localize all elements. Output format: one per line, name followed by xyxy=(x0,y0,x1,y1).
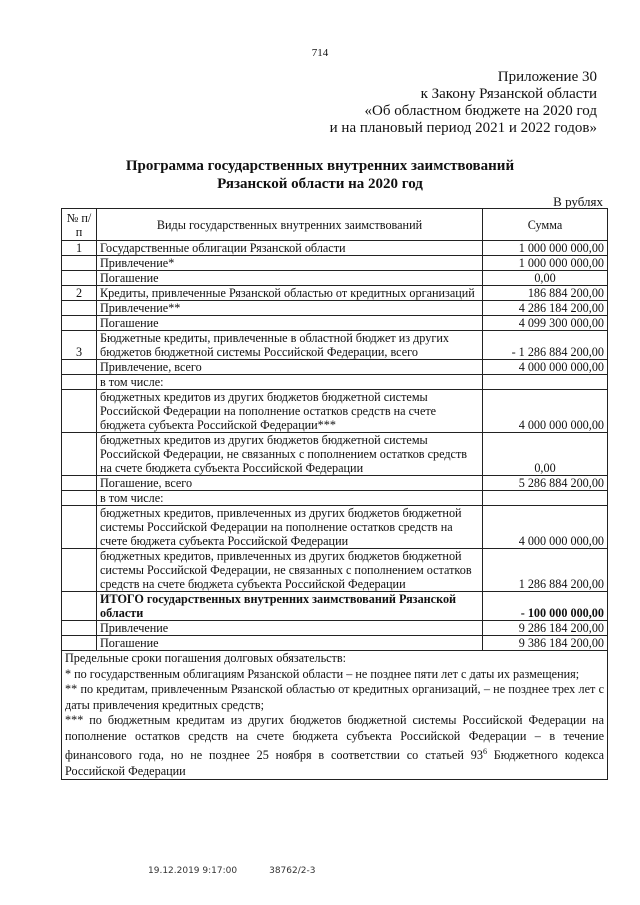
appendix-line: и на плановый период 2021 и 2022 годов» xyxy=(329,120,597,136)
row-num xyxy=(62,491,97,506)
row-num xyxy=(62,621,97,636)
header-num: № п/п xyxy=(62,209,97,241)
row-sum: 4 000 000 000,00 xyxy=(483,390,608,433)
row-name: бюджетных кредитов из других бюджетов бюджетной системы Российской Федерации на пополнение остатков средств на счете бюджета субъекта Российской Федерации*** xyxy=(97,390,483,433)
row-sum: 5 286 884 200,00 xyxy=(483,476,608,491)
row-sum: 1 000 000 000,00 xyxy=(483,241,608,256)
row-sum: 0,00 xyxy=(483,271,608,286)
row-sum: 9 386 184 200,00 xyxy=(483,636,608,651)
row-name: Погашение, всего xyxy=(97,476,483,491)
table-row xyxy=(62,360,608,375)
appendix-line: к Закону Рязанской области xyxy=(420,86,597,102)
note-text: *** по бюджетным кредитам из других бюджетов бюджетной системы Российской Федерации на пополнение остатков средств на счете бюджета субъекта Российской Федерации – в течение финансового года, но не позднее 25 ноября в соответствии со статьей 93 xyxy=(65,713,604,763)
row-num xyxy=(62,433,97,476)
note-item: ** по кредитам, привлеченным Рязанской областью от кредитных организаций, – не позднее трех лет с даты привлечения кредитных средств; xyxy=(65,682,604,712)
appendix-line: Приложение 30 xyxy=(497,69,597,85)
notes-cell xyxy=(62,651,608,780)
row-num xyxy=(62,390,97,433)
row-num xyxy=(62,375,97,390)
title-line: Программа государственных внутренних заимствований xyxy=(125,158,515,174)
row-name: в том числе: xyxy=(97,491,483,506)
row-sum: 1 286 884 200,00 xyxy=(483,549,608,592)
row-name: Кредиты, привлеченные Рязанской областью от кредитных организаций xyxy=(97,286,483,301)
row-sum xyxy=(483,375,608,390)
row-sum: 1 000 000 000,00 xyxy=(483,256,608,271)
row-sum: 186 884 200,00 xyxy=(483,286,608,301)
notes-intro: Предельные сроки погашения долговых обязательств: xyxy=(65,651,347,665)
page-number: 714 xyxy=(311,47,329,59)
units-label: В рублях xyxy=(553,194,603,209)
table-row xyxy=(62,331,608,360)
row-num xyxy=(62,549,97,592)
row-name: Погашение xyxy=(97,271,483,286)
row-num xyxy=(62,256,97,271)
note-item: * по государственным облигациям Рязанской области – не позднее пяти лет с даты их размещения; xyxy=(65,666,580,681)
row-name: бюджетных кредитов из других бюджетов бюджетной системы Российской Федерации, не связанных с пополнением остатков средств на счете бюджета субъекта Российской Федерации xyxy=(97,433,483,476)
header-sum: Сумма xyxy=(483,209,608,241)
row-name: бюджетных кредитов, привлеченных из других бюджетов бюджетной системы Российской Федерации, не связанных с пополнением остатков средств на счете бюджета субъекта Российской Федерации xyxy=(97,549,483,592)
row-sum: - 1 286 884 200,00 xyxy=(483,331,608,360)
row-name: бюджетных кредитов, привлеченных из других бюджетов бюджетной системы Российской Федерации на пополнение остатков средств на счете бюджета субъекта Российской Федерации xyxy=(97,506,483,549)
row-num xyxy=(62,360,97,375)
row-sum: 4 000 000 000,00 xyxy=(483,360,608,375)
table-row xyxy=(62,286,608,301)
row-num: 3 xyxy=(62,331,97,360)
table-row xyxy=(62,241,608,256)
table-row xyxy=(62,636,608,651)
notes-row xyxy=(62,651,608,780)
table-row xyxy=(62,316,608,331)
appendix-header xyxy=(330,69,597,137)
row-num xyxy=(62,592,97,621)
note-superscript: 6 xyxy=(482,747,487,756)
table-row xyxy=(62,491,608,506)
footer-datetime: 19.12.2019 9:17:00 xyxy=(148,866,238,876)
table-row xyxy=(62,301,608,316)
row-name: в том числе: xyxy=(97,375,483,390)
table-row xyxy=(62,549,608,592)
row-num xyxy=(62,636,97,651)
borrowing-table xyxy=(61,208,608,780)
row-num xyxy=(62,316,97,331)
table-row xyxy=(62,433,608,476)
page-footer xyxy=(148,866,315,876)
row-num xyxy=(62,271,97,286)
row-num xyxy=(62,506,97,549)
row-name: Государственные облигации Рязанской области xyxy=(97,241,483,256)
row-name: Привлечение* xyxy=(97,256,483,271)
footer-code: 38762/2-3 xyxy=(269,866,316,876)
note-item xyxy=(65,713,604,779)
row-sum: 4 099 300 000,00 xyxy=(483,316,608,331)
row-sum xyxy=(483,491,608,506)
row-num xyxy=(62,476,97,491)
row-name: Бюджетные кредиты, привлеченные в областной бюджет из других бюджетов бюджетной системы Российской Федерации, всего xyxy=(97,331,483,360)
document-title xyxy=(0,157,640,193)
total-name: ИТОГО государственных внутренних заимствований Рязанской области xyxy=(97,592,483,621)
table-row xyxy=(62,621,608,636)
total-sum: - 100 000 000,00 xyxy=(483,592,608,621)
row-num: 2 xyxy=(62,286,97,301)
header-type: Виды государственных внутренних заимствований xyxy=(97,209,483,241)
row-sum: 4 286 184 200,00 xyxy=(483,301,608,316)
row-sum: 0,00 xyxy=(483,433,608,476)
table-row xyxy=(62,390,608,433)
row-sum: 9 286 184 200,00 xyxy=(483,621,608,636)
row-num xyxy=(62,301,97,316)
total-row xyxy=(62,592,608,621)
table-row xyxy=(62,256,608,271)
table-row xyxy=(62,375,608,390)
row-name: Привлечение** xyxy=(97,301,483,316)
table-header-row xyxy=(62,209,608,241)
row-num: 1 xyxy=(62,241,97,256)
appendix-line: «Об областном бюджете на 2020 год xyxy=(364,103,597,119)
row-sum: 4 000 000 000,00 xyxy=(483,506,608,549)
row-name: Привлечение, всего xyxy=(97,360,483,375)
row-name: Привлечение xyxy=(97,621,483,636)
title-line: Рязанской области на 2020 год xyxy=(217,176,423,192)
row-name: Погашение xyxy=(97,636,483,651)
table-row xyxy=(62,271,608,286)
row-name: Погашение xyxy=(97,316,483,331)
table-row xyxy=(62,506,608,549)
table-row xyxy=(62,476,608,491)
note-text: Бюджетного кодекса Российской Федерации xyxy=(65,748,604,778)
